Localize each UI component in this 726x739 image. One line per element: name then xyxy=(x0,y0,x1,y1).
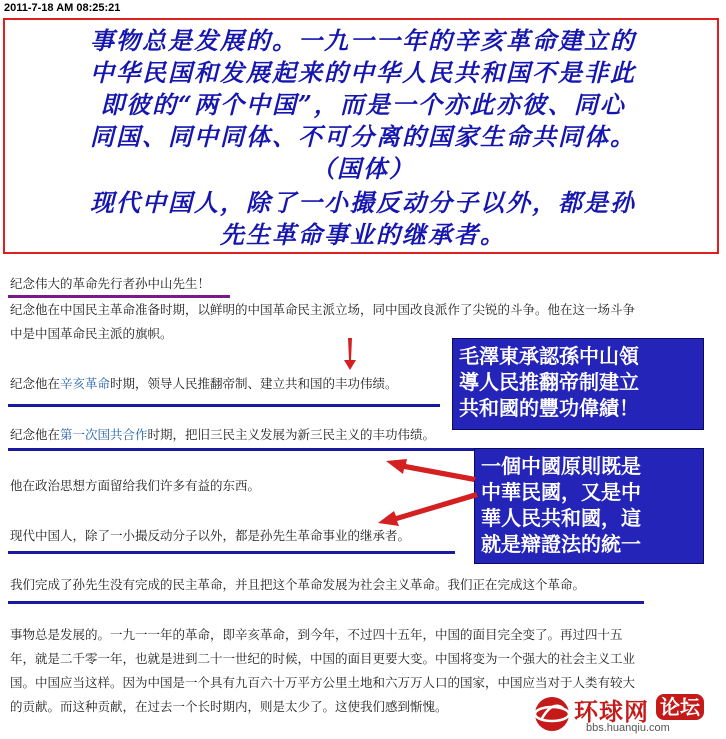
annotation-1-line-2: 導人民推翻帝制建立 xyxy=(459,370,639,394)
forum-badge: 论坛 xyxy=(656,694,704,720)
huanqiu-brand: 环球网 xyxy=(574,698,649,726)
paragraph-3 xyxy=(10,372,398,396)
paragraph-5: 他在政治思想方面留给我们许多有益的东西。 xyxy=(10,478,261,493)
banner-line-6: 现代中国人，除了一小撮反动分子以外，都是孙 xyxy=(90,188,636,217)
annotation-box-sun-recognition xyxy=(452,338,704,430)
banner-line-4: 同国、同中同体、不可分离的国家生命共同体。 xyxy=(90,122,636,151)
banner-line-7: 先生革命事业的继承者。 xyxy=(220,220,506,249)
arrow-left-icon xyxy=(380,455,480,485)
huanqiu-forum-watermark xyxy=(532,690,724,738)
commemoration-heading: 纪念伟大的革命先行者孙中山先生！ xyxy=(10,276,211,291)
huanqiu-globe-icon xyxy=(532,694,572,734)
paragraph-7: 我们完成了孙先生没有完成的民主革命，并且把这个革命发展为社会主义革命。我们正在完成这个革命。 xyxy=(10,577,586,592)
annotation-box-one-china xyxy=(474,448,704,564)
paragraph-4 xyxy=(10,423,435,447)
timestamp: 2011-7-18 AM 08:25:21 xyxy=(4,2,121,14)
annotation-1-line-3: 共和國的豐功偉績！ xyxy=(459,396,639,420)
forum-url: bbs.huanqiu.com xyxy=(586,722,670,734)
paragraph-3-prefix: 纪念他在 xyxy=(10,376,61,391)
annotation-2-line-4: 就是辯證法的統一 xyxy=(481,532,641,556)
paragraph-2-line-2: 中是中国革命民主派的旗帜。 xyxy=(10,326,173,341)
paragraph-7-underline xyxy=(8,601,644,604)
banner-line-1: 事物总是发展的。一九一一年的辛亥革命建立的 xyxy=(90,26,636,55)
annotation-2-line-3: 華人民共和國，這 xyxy=(481,506,641,530)
annotation-2-line-2: 中華民國，又是中 xyxy=(481,480,641,504)
paragraph-8-line-4: 的贡献。而这种贡献，在过去一个长时期内，则是太少了。这使我们感到惭愧。 xyxy=(10,699,448,714)
paragraph-6: 现代中国人，除了一小撮反动分子以外，都是孙先生革命事业的继承者。 xyxy=(10,528,411,543)
paragraph-4-prefix: 纪念他在 xyxy=(10,427,61,442)
paragraph-3-underline xyxy=(8,404,440,407)
xinhai-revolution-link[interactable]: 辛亥革命 xyxy=(60,376,111,391)
banner-line-2: 中华民国和发展起来的中华人民共和国不是非此 xyxy=(90,58,636,87)
paragraph-8-line-1: 事物总是发展的。一九一一年的革命，即辛亥革命，到今年，不过四十五年，中国的面目完全变了。再过四十五 xyxy=(10,627,623,642)
paragraph-8-line-2: 年，就是二千零一年，也就是进到二十一世纪的时候，中国的面目更要大变。中国将变为一个强大的社会主义工业 xyxy=(10,651,636,666)
paragraph-3-suffix: 时期，领导人民推翻帝制、建立共和国的丰功伟绩。 xyxy=(110,376,398,391)
banner-line-5: （国体） xyxy=(311,154,415,183)
first-kmt-cpc-cooperation-link[interactable]: 第一次国共合作 xyxy=(60,427,148,442)
annotation-1-line-1: 毛澤東承認孫中山領 xyxy=(459,344,639,368)
paragraph-6-underline xyxy=(8,551,455,554)
paragraph-4-underline xyxy=(8,448,476,451)
banner-line-3: 即彼的“两个中国”，而是一个亦此亦彼、同心 xyxy=(100,90,626,119)
paragraph-8-line-3: 国。中国应当这样。因为中国是一个具有九百六十万平方公里土地和六万万人口的国家，中国应当对于人类有较大 xyxy=(10,675,636,690)
arrow-down-icon xyxy=(340,338,360,372)
annotation-2-line-1: 一個中國原則既是 xyxy=(481,454,641,478)
paragraph-4-suffix: 时期，把旧三民主义发展为新三民主义的丰功伟绩。 xyxy=(147,427,436,442)
paragraph-2-line-1: 纪念他在中国民主革命准备时期，以鲜明的中国革命民主派立场，同中国改良派作了尖锐的斗争。他在这一场斗争 xyxy=(10,302,636,317)
calligraphy-banner xyxy=(3,18,719,254)
arrow-to-paragraph-icon xyxy=(372,488,480,528)
